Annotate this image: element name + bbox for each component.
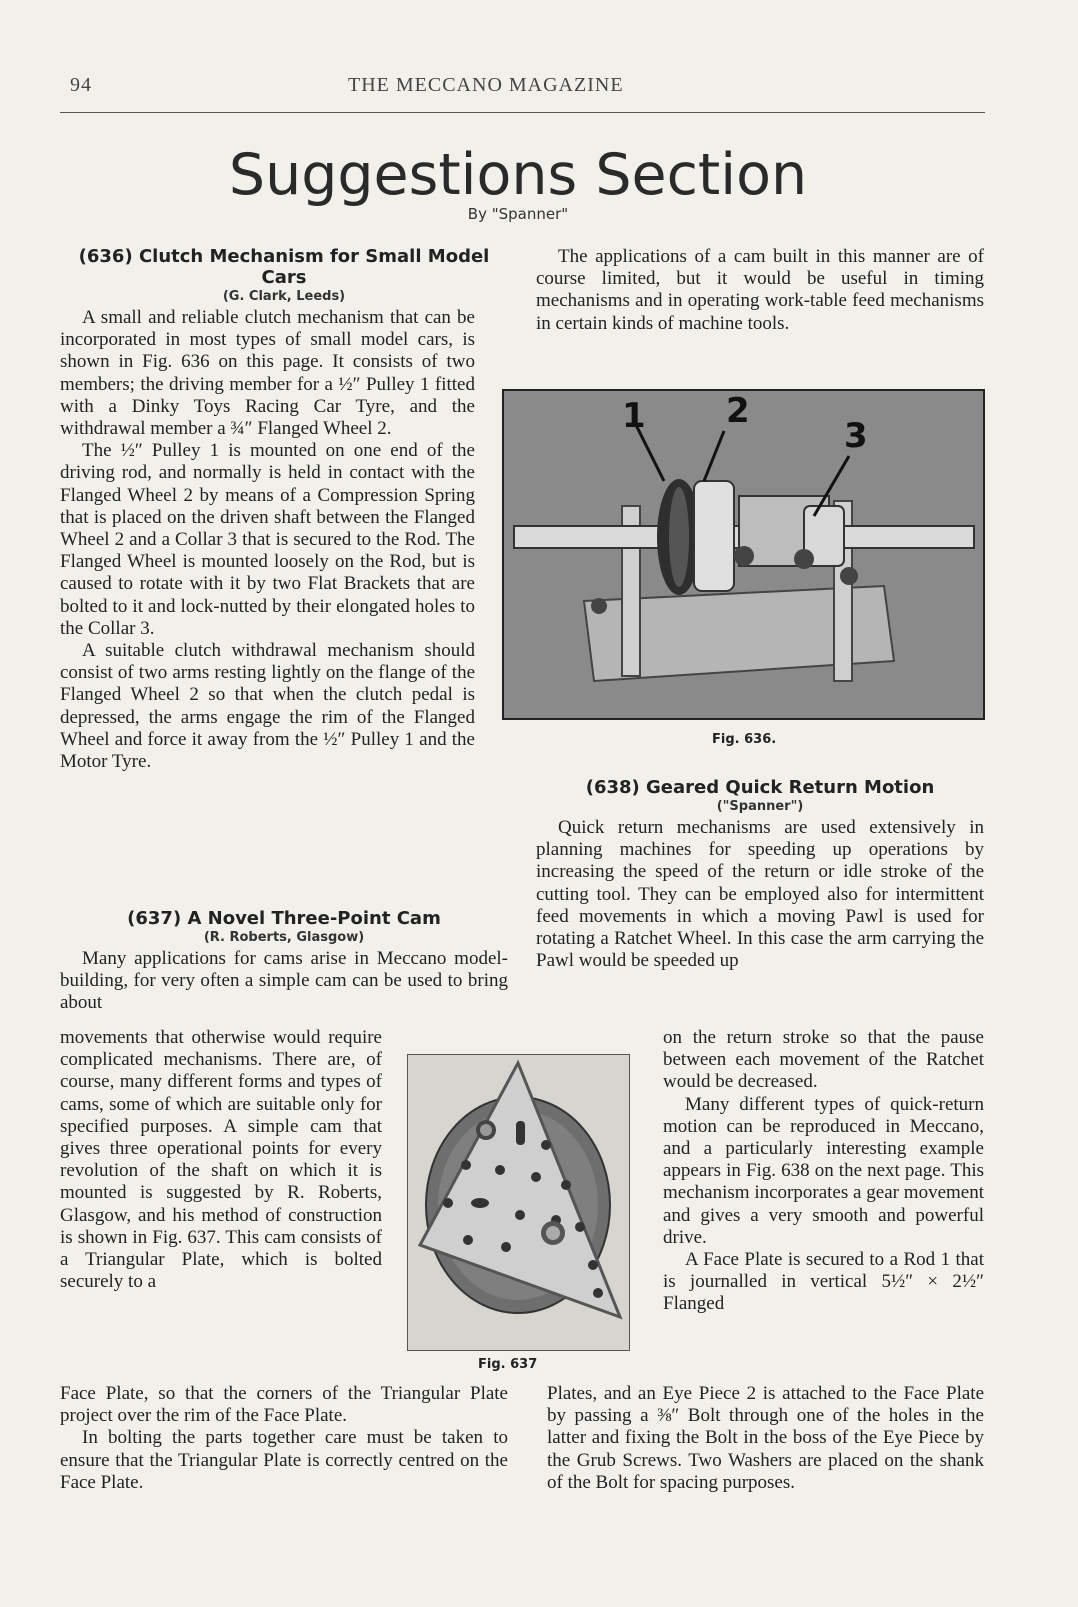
figure-636-label-3: 3 xyxy=(844,416,868,456)
section-638 xyxy=(536,777,984,972)
section-637-paragraph-1-top: Many applications for cams arise in Meccano model-building, for very often a simple cam can be used to bring about xyxy=(60,948,508,1014)
section-637-bottom xyxy=(60,1383,508,1494)
figure-636-label-2: 2 xyxy=(726,391,750,431)
section-638-paragraph-2: Many different types of quick-return motion can be reproduced in Meccano, and a particularly interesting example appears in Fig. 638 on the next page. This mechanism incorporates a gear movement and gives a very smooth and powerful drive. xyxy=(663,1093,984,1248)
section-636-author: (G. Clark, Leeds) xyxy=(222,289,346,304)
section-638-author: ("Spanner") xyxy=(716,799,804,814)
three-point-cam-illustration xyxy=(408,1055,629,1350)
page-title: Suggestions Section xyxy=(228,142,808,208)
section-636-heading: (636) Clutch Mechanism for Small Model Cars xyxy=(78,246,490,288)
byline: By "Spanner" xyxy=(467,205,569,223)
figure-637 xyxy=(407,1054,630,1351)
section-638-heading: (638) Geared Quick Return Motion xyxy=(585,777,935,798)
figure-636-caption: Fig. 636. xyxy=(712,732,777,747)
section-636-paragraph-3: A suitable clutch withdrawal mechanism should consist of two arms resting lightly on the flange of the Flanged Wheel 2 so that when the clutch pedal is depressed, the arms engage the rim of the Flanged Wheel and force it away from the ½″ Pulley 1 and the Motor Tyre. xyxy=(60,640,475,773)
section-636 xyxy=(60,246,508,773)
section-636-paragraph-1: A small and reliable clutch mechanism that can be incorporated in most types of small model cars, is shown in Fig. 636 on this page. It consists of two members; the driving member for a ½″ Pulley 1 fitted with a Dinky Toys Racing Car Tyre, and the withdrawal member a ¾″ Flanged Wheel 2. xyxy=(60,307,475,440)
section-637-paragraph-1-wrap: movements that otherwise would require complicated mechanisms. There are, of course, many different forms and types of cams, some of which are suitable only for specified purposes. A simple cam that gives three operational points for every revolution of the shaft on which it is mounted is suggested by R. Roberts, Glasgow, and his method of construction is shown in Fig. 637. This cam consists of a Triangular Plate, which is bolted securely to a xyxy=(60,1027,382,1293)
header-rule xyxy=(60,112,985,113)
section-637-paragraph-2: In bolting the parts together care must be taken to ensure that the Triangular Plate is correctly centred on the Face Plate. xyxy=(60,1427,508,1493)
figure-636 xyxy=(502,389,985,720)
clutch-mechanism-illustration xyxy=(504,391,983,718)
section-636-paragraph-2: The ½″ Pulley 1 is mounted on one end of the driving rod, and normally is held in contact with the Flanged Wheel 2 by means of a Compression Spring that is placed on the driven shaft between the Flanged Wheel 2 and a Collar 3 that is secured to the Rod. The Flanged Wheel is mounted loosely on the Rod, but is caused to rotate with it by two Flat Brackets that are bolted to it and lock-nutted by their elongated holes to the Collar 3. xyxy=(60,440,475,639)
section-638-paragraph-1-top: Quick return mechanisms are used extensively in planning machines for speeding up operations by increasing the speed of the return or idle stroke of the cutting tool. They can be employed also for intermittent feed movements in which a moving Pawl is used for rotating a Ratchet Wheel. In this case the arm carrying the Pawl would be speeded up xyxy=(536,817,984,972)
figure-637-caption: Fig. 637 xyxy=(478,1357,538,1372)
section-637-author: (R. Roberts, Glasgow) xyxy=(203,930,365,945)
right-column-intro: The applications of a cam built in this manner are of course limited, but it would be useful in timing mechanisms and in operating work-table feed mechanisms in certain kinds of machine tools. xyxy=(536,246,984,334)
section-638-paragraph-3-wrap: A Face Plate is secured to a Rod 1 that is journalled in vertical 5½″ × 2½″ Flanged xyxy=(663,1249,984,1315)
magazine-title: THE MECCANO MAGAZINE xyxy=(348,74,624,96)
section-637-heading: (637) A Novel Three-Point Cam xyxy=(127,908,441,929)
section-637 xyxy=(60,908,508,1015)
section-638-paragraph-1-wrap: on the return stroke so that the pause between each movement of the Ratchet would be decreased. xyxy=(663,1027,984,1093)
figure-636-label-1: 1 xyxy=(622,396,646,436)
section-638-paragraph-3-bottom: Plates, and an Eye Piece 2 is attached to the Face Plate by passing a ⅜″ Bolt through one of the holes in the latter and fixing the Bolt in the boss of the Eye Piece by the Grub Screws. Two Washers are placed on the shank of the Bolt for spacing purposes. xyxy=(547,1383,984,1493)
page-number: 94 xyxy=(70,74,92,96)
section-637-paragraph-1-bottom: Face Plate, so that the corners of the Triangular Plate project over the rim of the Face Plate. xyxy=(60,1383,508,1427)
section-638-wrap xyxy=(663,1027,984,1316)
